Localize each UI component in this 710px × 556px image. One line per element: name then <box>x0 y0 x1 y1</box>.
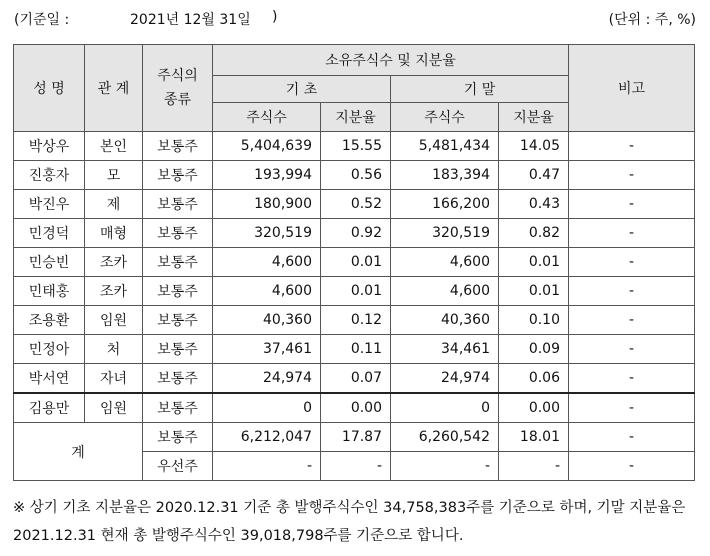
cell-type: 보통주 <box>143 277 213 306</box>
table-row <box>14 306 695 335</box>
cell-relation: 본인 <box>85 132 143 161</box>
cell-type: 우선주 <box>143 452 213 481</box>
cell-relation: 자녀 <box>85 364 143 394</box>
header-name: 성 명 <box>14 45 85 132</box>
cell-begin-shares: 0 <box>213 393 321 423</box>
cell-relation: 임원 <box>85 306 143 335</box>
cell-end-ratio: 0.06 <box>499 364 569 394</box>
cell-end-ratio: 0.82 <box>499 219 569 248</box>
header-note: 비고 <box>569 45 695 132</box>
cell-note: - <box>569 248 695 277</box>
cell-begin-ratio: 0.00 <box>321 393 391 423</box>
cell-end-ratio: 0.09 <box>499 335 569 364</box>
cell-end-shares: 4,600 <box>391 248 499 277</box>
header-relation: 관 계 <box>85 45 143 132</box>
cell-begin-ratio: 0.11 <box>321 335 391 364</box>
cell-type: 보통주 <box>143 335 213 364</box>
cell-type: 보통주 <box>143 161 213 190</box>
header-stock-type <box>143 45 213 132</box>
cell-end-ratio: 0.01 <box>499 277 569 306</box>
cell-end-shares: 40,360 <box>391 306 499 335</box>
cell-begin-ratio: 15.55 <box>321 132 391 161</box>
cell-note: - <box>569 423 695 452</box>
cell-type: 보통주 <box>143 423 213 452</box>
cell-name: 민승빈 <box>14 248 85 277</box>
header-begin: 기 초 <box>213 76 391 103</box>
cell-relation: 모 <box>85 161 143 190</box>
cell-type: 보통주 <box>143 393 213 423</box>
cell-note: - <box>569 132 695 161</box>
cell-begin-ratio: 0.01 <box>321 248 391 277</box>
total-label: 계 <box>14 423 143 481</box>
cell-begin-shares: 5,404,639 <box>213 132 321 161</box>
table-row <box>14 335 695 364</box>
cell-type: 보통주 <box>143 132 213 161</box>
cell-end-ratio: 0.47 <box>499 161 569 190</box>
header-end-ratio: 지분율 <box>499 103 569 132</box>
base-date-label: (기준일 : <box>14 12 70 28</box>
cell-note: - <box>569 306 695 335</box>
cell-end-shares: 4,600 <box>391 277 499 306</box>
header-begin-ratio: 지분율 <box>321 103 391 132</box>
cell-begin-ratio: 0.12 <box>321 306 391 335</box>
header-begin-shares: 주식수 <box>213 103 321 132</box>
cell-relation: 제 <box>85 190 143 219</box>
cell-begin-shares: 6,212,047 <box>213 423 321 452</box>
cell-end-ratio: 0.00 <box>499 393 569 423</box>
cell-end-shares: 0 <box>391 393 499 423</box>
cell-begin-shares: 320,519 <box>213 219 321 248</box>
cell-end-shares: 320,519 <box>391 219 499 248</box>
unit-label: (단위 : 주, %) <box>608 12 696 28</box>
base-date-close: ) <box>272 9 278 25</box>
cell-note: - <box>569 190 695 219</box>
table-row <box>14 132 695 161</box>
cell-type: 보통주 <box>143 306 213 335</box>
cell-end-ratio: 0.43 <box>499 190 569 219</box>
cell-note: - <box>569 335 695 364</box>
cell-name: 박진우 <box>14 190 85 219</box>
table-row <box>14 190 695 219</box>
cell-type: 보통주 <box>143 190 213 219</box>
cell-begin-shares: 193,994 <box>213 161 321 190</box>
total-row-common <box>14 423 695 452</box>
cell-end-ratio: 14.05 <box>499 132 569 161</box>
cell-end-shares: 6,260,542 <box>391 423 499 452</box>
header-end: 기 말 <box>391 76 569 103</box>
cell-end-shares: 166,200 <box>391 190 499 219</box>
cell-begin-shares: 37,461 <box>213 335 321 364</box>
cell-begin-shares: 180,900 <box>213 190 321 219</box>
cell-end-shares: 24,974 <box>391 364 499 394</box>
cell-note: - <box>569 364 695 394</box>
table-row <box>14 277 695 306</box>
cell-note: - <box>569 452 695 481</box>
table-caption <box>0 9 710 31</box>
cell-name: 박상우 <box>14 132 85 161</box>
cell-end-ratio: 18.01 <box>499 423 569 452</box>
header-group: 소유주식수 및 지분율 <box>213 45 569 76</box>
cell-begin-shares: - <box>213 452 321 481</box>
table-row <box>14 393 695 423</box>
cell-type: 보통주 <box>143 219 213 248</box>
table-row <box>14 161 695 190</box>
cell-name: 민정아 <box>14 335 85 364</box>
cell-end-shares: 183,394 <box>391 161 499 190</box>
cell-end-shares: 34,461 <box>391 335 499 364</box>
header-stock-type-label: 주식의 종류 <box>157 68 198 108</box>
cell-name: 김용만 <box>14 393 85 423</box>
cell-end-ratio: 0.01 <box>499 248 569 277</box>
base-date: 2021년 12월 31일 <box>130 12 251 28</box>
shareholding-table <box>13 44 695 481</box>
cell-begin-ratio: 0.92 <box>321 219 391 248</box>
cell-end-shares: 5,481,434 <box>391 132 499 161</box>
cell-name: 조용환 <box>14 306 85 335</box>
cell-end-ratio: - <box>499 452 569 481</box>
cell-relation: 조카 <box>85 277 143 306</box>
footnote: ※ 상기 기초 지분율은 2020.12.31 기준 총 발행주식수인 34,758,383주를 기준으로 하며, 기말 지분율은 2021.12.31 현재 총 발행주식수인 39,018,798주를 기준으로 합니다. <box>13 500 686 544</box>
cell-note: - <box>569 161 695 190</box>
cell-note: - <box>569 277 695 306</box>
cell-name: 진홍자 <box>14 161 85 190</box>
cell-name: 민경덕 <box>14 219 85 248</box>
cell-relation: 조카 <box>85 248 143 277</box>
cell-end-ratio: 0.10 <box>499 306 569 335</box>
cell-name: 박서연 <box>14 364 85 394</box>
cell-begin-ratio: 0.07 <box>321 364 391 394</box>
cell-begin-ratio: - <box>321 452 391 481</box>
table-row <box>14 364 695 394</box>
cell-begin-shares: 4,600 <box>213 248 321 277</box>
cell-begin-shares: 4,600 <box>213 277 321 306</box>
cell-type: 보통주 <box>143 248 213 277</box>
cell-relation: 매형 <box>85 219 143 248</box>
cell-end-shares: - <box>391 452 499 481</box>
cell-relation: 처 <box>85 335 143 364</box>
cell-begin-shares: 40,360 <box>213 306 321 335</box>
cell-begin-ratio: 17.87 <box>321 423 391 452</box>
table-row <box>14 219 695 248</box>
table-row <box>14 248 695 277</box>
cell-begin-shares: 24,974 <box>213 364 321 394</box>
cell-note: - <box>569 219 695 248</box>
table-body <box>14 132 695 423</box>
cell-relation: 임원 <box>85 393 143 423</box>
table-total <box>14 423 695 481</box>
header-end-shares: 주식수 <box>391 103 499 132</box>
cell-type: 보통주 <box>143 364 213 394</box>
cell-name: 민태홍 <box>14 277 85 306</box>
cell-begin-ratio: 0.52 <box>321 190 391 219</box>
cell-begin-ratio: 0.01 <box>321 277 391 306</box>
cell-note: - <box>569 393 695 423</box>
cell-begin-ratio: 0.56 <box>321 161 391 190</box>
